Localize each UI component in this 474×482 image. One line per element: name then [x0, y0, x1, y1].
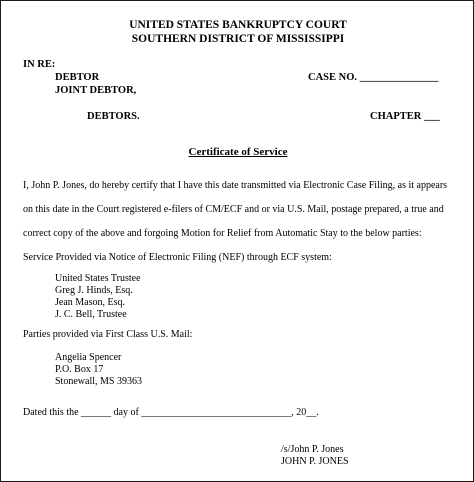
in-re-label: IN RE: [23, 59, 56, 70]
nef-party: Jean Mason, Esq. [55, 297, 125, 308]
debtors-label: DEBTORS. [87, 111, 140, 122]
body-line-1: I, John P. Jones, do hereby certify that I have this date transmitted via Electronic Case Filing, as it appears [23, 180, 448, 191]
signer-name: JOHN P. JONES [281, 456, 349, 467]
joint-debtor-label: JOINT DEBTOR, [55, 85, 137, 96]
nef-intro: Service Provided via Notice of Electronic Filing (NEF) through ECF system: [23, 252, 332, 263]
mail-address-line: Angelia Spencer [55, 352, 122, 363]
body-line-3: correct copy of the above and forgoing Motion for Relief from Automatic Stay to the below parties: [23, 228, 422, 239]
case-number-field: CASE NO. _______________ [308, 72, 439, 83]
chapter-field: CHAPTER ___ [370, 111, 440, 122]
mail-address-line: Stonewall, MS 39363 [55, 376, 142, 387]
nef-party: J. C. Bell, Trustee [55, 309, 127, 320]
debtor-label: DEBTOR [55, 72, 100, 83]
mail-intro: Parties provided via First Class U.S. Mail: [23, 329, 193, 340]
dated-line: Dated this the ______ day of ______________________________, 20__. [23, 407, 319, 418]
body-line-2: on this date in the Court registered e-filers of CM/ECF and or via U.S. Mail, postage prepared, a true and [23, 204, 444, 215]
court-name: UNITED STATES BANKRUPTCY COURT [129, 19, 347, 31]
electronic-signature: /s/John P. Jones [281, 444, 344, 455]
nef-party: United States Trustee [55, 273, 141, 284]
certificate-title: Certificate of Service [188, 146, 288, 158]
court-district: SOUTHERN DISTRICT OF MISSISSIPPI [131, 33, 345, 45]
mail-address-line: P.O. Box 17 [55, 364, 104, 375]
nef-party: Greg J. Hinds, Esq. [55, 285, 133, 296]
